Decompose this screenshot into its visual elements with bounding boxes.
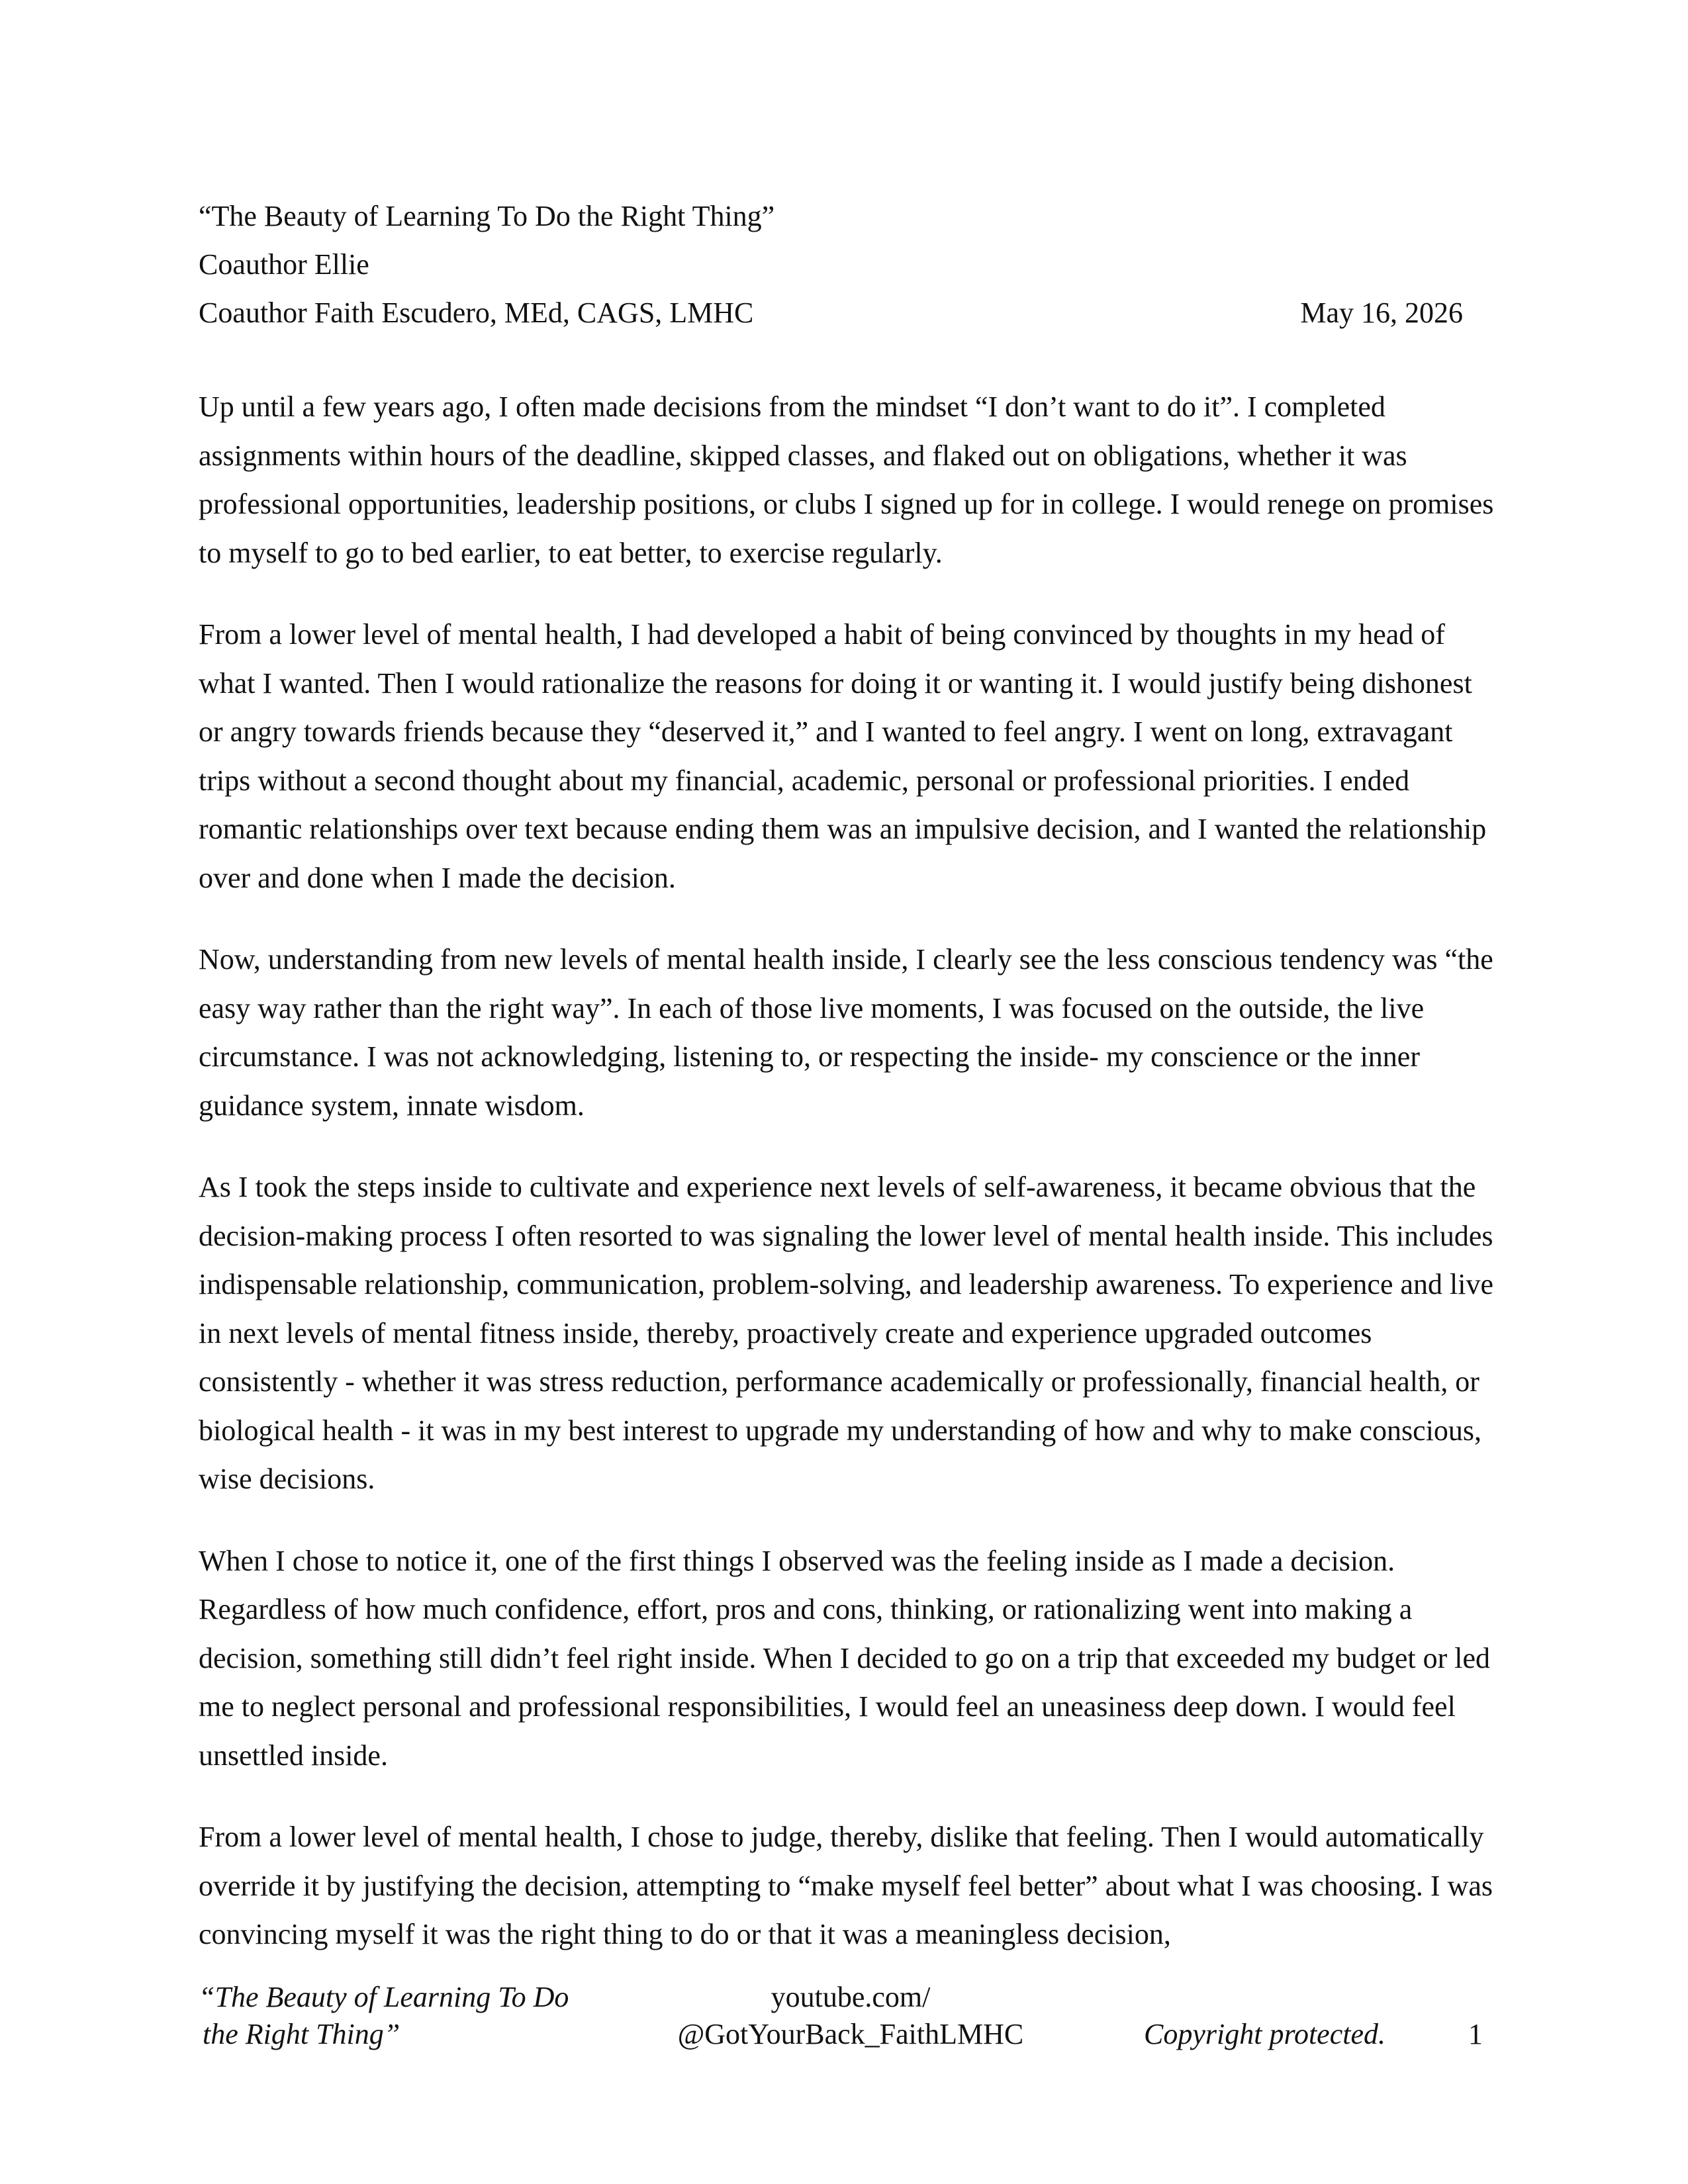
body-paragraph: From a lower level of mental health, I had developed a habit of being convinced by thoughts in my head of what I wanted. Then I would rationalize the reasons for doing it or wanting it. I would justify being dishonest or angry towards friends because they “deserved it,” and I wanted to feel angry. I went on long, extravagant trips without a second thought about my financial, academic, personal or professional priorities. I ended romantic relationships over text because ending them was an impulsive decision, and I wanted the relationship over and done when I made the decision. (199, 618, 1487, 894)
footer-link-line: @GotYourBack_FaithLMHC (677, 2018, 1024, 2050)
body-paragraph: As I took the steps inside to cultivate and experience next levels of self-awareness, it became obvious that the decision-making process I often resorted to was signaling the lower level of mental health inside. This includes indispensable relationship, communication, problem-solving, and leadership awareness. To experience and live in next levels of mental fitness inside, thereby, proactively create and experience upgraded outcomes consistently - whether it was stress reduction, performance academically or professionally, financial health, or biological health - it was in my best interest to upgrade my understanding of how and why to make conscious, wise decisions. (199, 1171, 1493, 1495)
coauthor-name: Coauthor Faith Escudero, MEd, CAGS, LMHC (199, 296, 754, 329)
footer-youtube-link (665, 1979, 1036, 2053)
document-body (199, 383, 1496, 1992)
document-date: May 16, 2026 (1300, 296, 1463, 329)
header-title-line (199, 192, 1463, 240)
header-coauthor2-line (199, 289, 1463, 337)
body-paragraph: From a lower level of mental health, I chose to judge, thereby, dislike that feeling. Then I would automatically override it by justifying the decision, attempting to “make myself feel better” about what I was choosing. I was convincing myself it was the right thing to do or that it was a meaningless decision, (199, 1821, 1493, 1950)
document-header (199, 192, 1463, 337)
footer-title-line: “The Beauty of Learning To Do (199, 1981, 569, 2013)
document-footer (199, 1979, 1496, 2065)
footer-title (199, 1979, 569, 2053)
footer-copyright: Copyright protected. (1144, 2018, 1385, 2050)
body-paragraph: Up until a few years ago, I often made decisions from the mindset “I don’t want to do it”. I completed assignments within hours of the deadline, skipped classes, and flaked out on obligations, whether it was professional opportunities, leadership positions, or clubs I signed up for in college. I would renege on promises to myself to go to bed earlier, to eat better, to exercise regularly. (199, 390, 1494, 569)
page-number: 1 (1468, 2018, 1483, 2050)
body-paragraph: Now, understanding from new levels of mental health inside, I clearly see the less conscious tendency was “the easy way rather than the right way”. In each of those live moments, I was focused on the outside, the live circumstance. I was not acknowledging, listening to, or respecting the inside- my conscience or the inner guidance system, innate wisdom. (199, 943, 1493, 1122)
footer-link-line: youtube.com/ (771, 1981, 931, 2013)
footer-title-line: the Right Thing” (203, 2018, 400, 2050)
body-paragraph: When I chose to notice it, one of the first things I observed was the feeling inside as I made a decision. Regardless of how much confidence, effort, pros and cons, thinking, or rationalizing went into making a decision, something still didn’t feel right inside. When I decided to go on a trip that exceeded my budget or led me to neglect personal and professional responsibilities, I would feel an uneasiness deep down. I would feel unsettled inside. (199, 1544, 1491, 1772)
header-coauthor1-line (199, 240, 1463, 289)
document-title: “The Beauty of Learning To Do the Right Thing” (199, 200, 775, 232)
coauthor-name: Coauthor Ellie (199, 248, 369, 281)
